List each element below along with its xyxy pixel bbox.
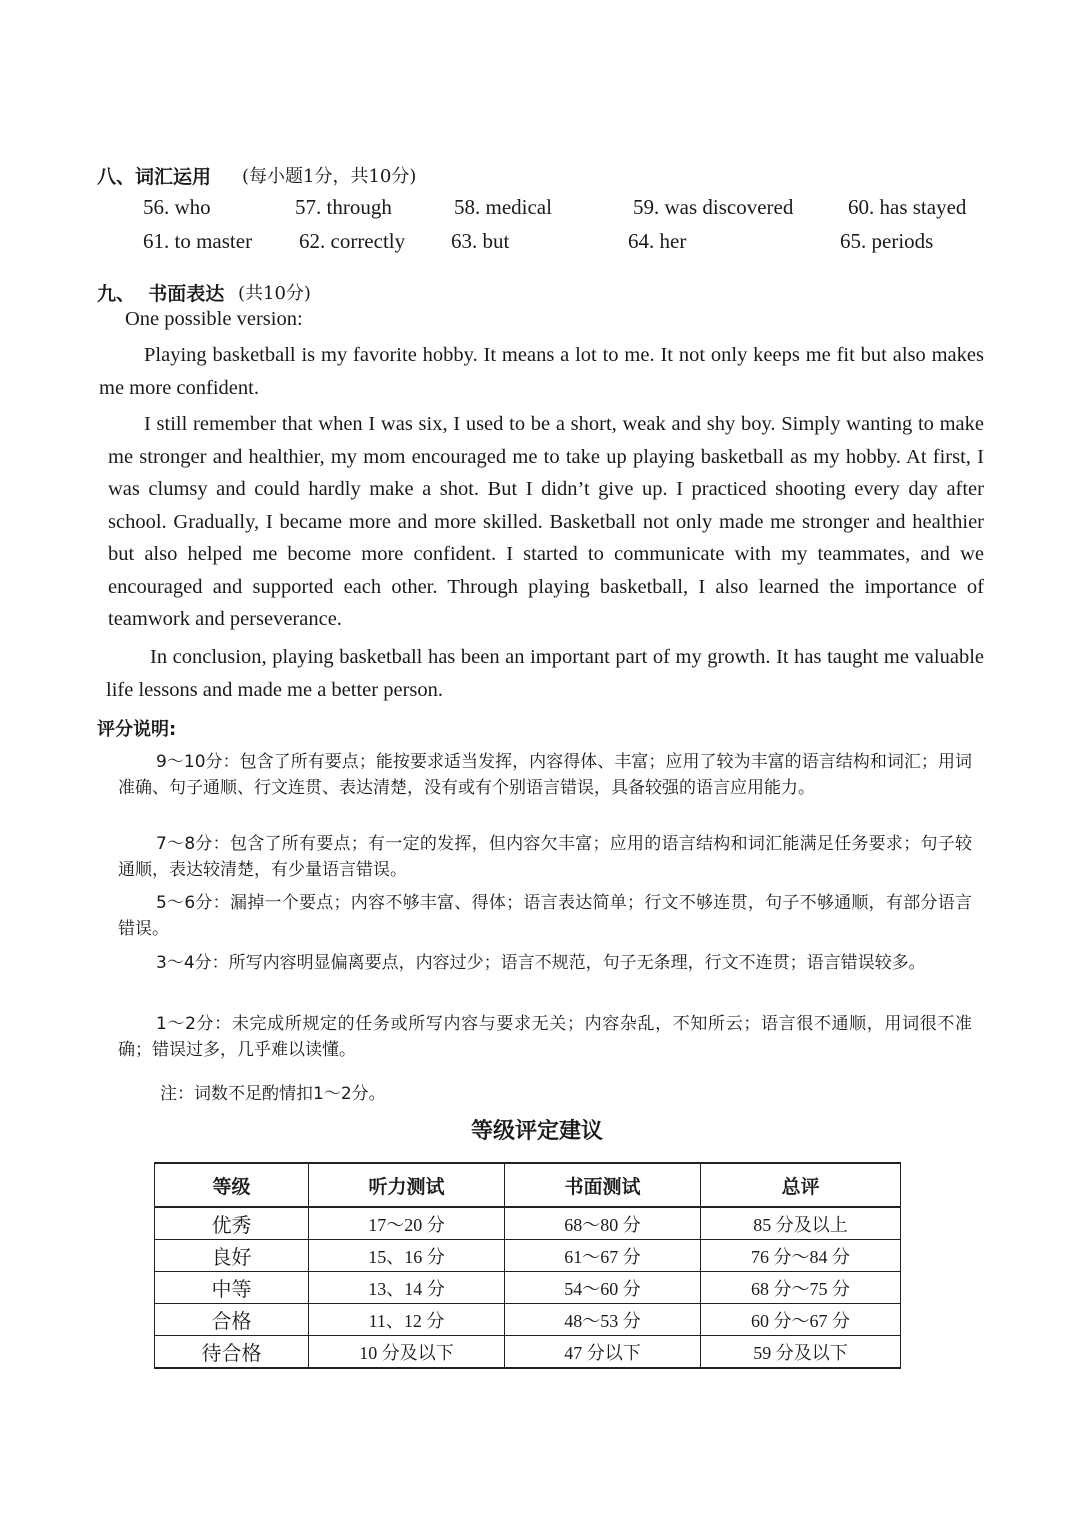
answer-58: 58. medical — [454, 195, 552, 219]
section8-note: (每小题1分，共10分) — [242, 166, 417, 187]
grade-table — [154, 1162, 901, 1369]
answer-63: 63. but — [451, 229, 510, 253]
written-cell: 61～67 分 — [505, 1240, 701, 1272]
level-cell: 待合格 — [155, 1336, 309, 1369]
table-header-row — [155, 1163, 901, 1207]
rubric-title: 评分说明: — [97, 719, 177, 740]
section8-number: 八、 — [97, 166, 136, 188]
written-cell: 68～80 分 — [505, 1207, 701, 1240]
rubric-item-5-6: 5～6分：漏掉一个要点；内容不够丰富、得体；语言表达简单；行文不够连贯，句子不够通顺，有部分语言错误。 — [118, 893, 972, 939]
rubric-item-1-2: 1～2分：未完成所规定的任务或所写内容与要求无关；内容杂乱，不知所云；语言很不通顺，用词很不准确；错误过多，几乎难以读懂。 — [118, 1014, 972, 1060]
overall-cell: 76 分～84 分 — [701, 1240, 901, 1272]
grade-table-title: 等级评定建议 — [470, 1119, 603, 1144]
header-listening: 听力测试 — [309, 1163, 505, 1207]
listening-cell: 10 分及以下 — [309, 1336, 505, 1369]
written-cell: 54～60 分 — [505, 1272, 701, 1304]
answer-65: 65. periods — [840, 229, 934, 253]
answer-56: 56. who — [143, 195, 211, 219]
section8-title: 词汇运用 — [135, 166, 212, 188]
sample-intro: One possible version: — [125, 308, 303, 330]
rubric-item-9-10: 9～10分：包含了所有要点；能按要求适当发挥，内容得体、丰富；应用了较为丰富的语言结构和词汇；用词准确、句子通顺、行文连贯、表达清楚，没有或有个别语言错误，具备较强的语言应用能力。 — [118, 752, 972, 798]
section9-heading — [97, 279, 224, 306]
overall-cell: 60 分～67 分 — [701, 1304, 901, 1336]
listening-cell: 15、16 分 — [309, 1240, 505, 1272]
header-overall: 总评 — [701, 1163, 901, 1207]
rubric-item-3-4: 3～4分：所写内容明显偏离要点，内容过少；语言不规范，句子无条理，行文不连贯；语言错误较多。 — [156, 953, 926, 973]
overall-cell: 85 分及以上 — [701, 1207, 901, 1240]
table-row — [155, 1240, 901, 1272]
table-row — [155, 1207, 901, 1240]
level-cell: 优秀 — [155, 1207, 309, 1240]
level-cell: 合格 — [155, 1304, 309, 1336]
essay-paragraph-3: In conclusion, playing basketball has been an important part of my growth. It has taught me valuable life lessons and made me a better person. — [106, 646, 984, 701]
rubric-item-7-8: 7～8分：包含了所有要点；有一定的发挥，但内容欠丰富；应用的语言结构和词汇能满足任务要求；句子较通顺，表达较清楚，有少量语言错误。 — [118, 834, 972, 880]
answer-61: 61. to master — [143, 229, 253, 253]
table-row — [155, 1272, 901, 1304]
overall-cell: 59 分及以下 — [701, 1336, 901, 1369]
answer-57: 57. through — [295, 195, 392, 219]
answer-60: 60. has stayed — [848, 195, 967, 219]
section9-number: 九、 — [97, 283, 136, 305]
header-level: 等级 — [155, 1163, 309, 1207]
essay-paragraph-1: Playing basketball is my favorite hobby. It means a lot to me. It not only keeps me fit but also makes me more confident. — [99, 344, 984, 399]
level-cell: 良好 — [155, 1240, 309, 1272]
table-row — [155, 1304, 901, 1336]
listening-cell: 11、12 分 — [309, 1304, 505, 1336]
written-cell: 48～53 分 — [505, 1304, 701, 1336]
section8-heading — [97, 162, 211, 189]
answer-62: 62. correctly — [299, 229, 406, 253]
rubric-note: 注：词数不足酌情扣1～2分。 — [160, 1084, 386, 1104]
answer-59: 59. was discovered — [633, 195, 794, 219]
section9-note: (共10分) — [238, 283, 311, 304]
level-cell: 中等 — [155, 1272, 309, 1304]
table-row — [155, 1336, 901, 1369]
answer-64: 64. her — [628, 229, 687, 253]
section9-title: 书面表达 — [148, 283, 225, 305]
essay-paragraph-2: I still remember that when I was six, I used to be a short, weak and shy boy. Simply wanting to make me stronger and healthier, my mom encouraged me to take up playing basketball as my hobby. At first, I was clumsy and could hardly make a shot. But I didn’t give up. I practiced shooting every day after school. Gradually, I became more and more skilled. Basketball not only made me stronger and healthier but also helped me become more confident. I started to communicate with my teammates, and we encouraged and supported each other. Through playing basketball, I also learned the importance of teamwork and perseverance. — [108, 413, 984, 630]
listening-cell: 17～20 分 — [309, 1207, 505, 1240]
header-written: 书面测试 — [505, 1163, 701, 1207]
listening-cell: 13、14 分 — [309, 1272, 505, 1304]
written-cell: 47 分以下 — [505, 1336, 701, 1369]
overall-cell: 68 分～75 分 — [701, 1272, 901, 1304]
